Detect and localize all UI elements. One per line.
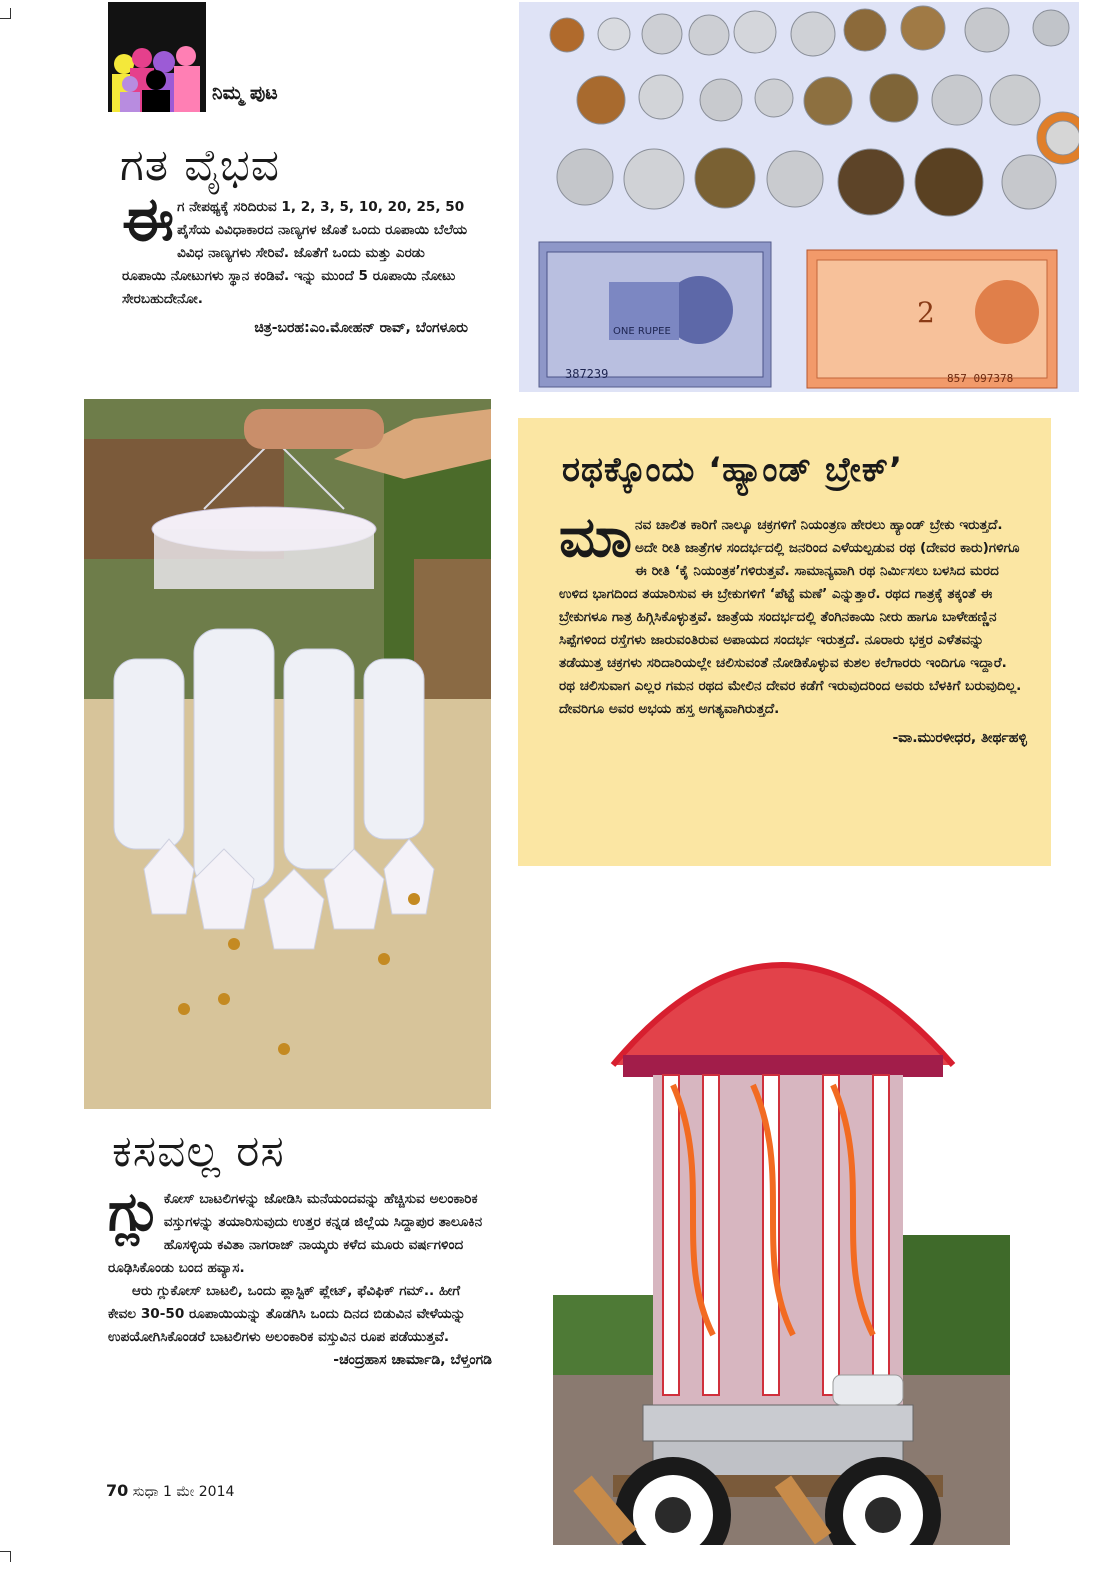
article-title-coins: ಗತ ವೈಭವ <box>120 140 280 191</box>
article-title-bottle-craft: ಕಸವಲ್ಲ ರಸ <box>112 1126 285 1177</box>
crop-mark-top-left <box>0 8 11 19</box>
article-credit: -ವಾ.ಮುರಳೀಧರ, ತೀರ್ಥಹಳ್ಳಿ <box>892 730 1027 746</box>
article-body-coins <box>122 185 468 340</box>
dropcap: ಈ <box>122 185 175 255</box>
article-text: ಗ ನೇಪಥ್ಯಕ್ಕೆ ಸರಿದಿರುವ 1, 2, 3, 5, 10, 20, 25, 50 ಪೈಸೆಯ ವಿವಿಧಾಕಾರದ ನಾಣ್ಯಗಳ ಜೊತೆ ಒಂದು ರೂಪಾಯಿ ಬೆಲೆಯ ವಿವಿಧ ನಾಣ್ಯಗಳು ಸೇರಿವೆ. ಜೊತೆಗೆ ಒಂದು ಮತ್ತು ಎರಡು ರೂಪಾಯಿ ನೋಟುಗಳು ಸ್ಥಾನ ಕಂಡಿವೆ. ಇನ್ನು ಮುಂದೆ 5 ರೂಪಾಯಿ ನೋಟು ಸೇರಬಹುದೇನೋ. <box>122 199 468 307</box>
article-title-chariot-brake: ರಥಕ್ಕೊಂದು ‘ಹ್ಯಾಂಡ್ ಬ್ರೇಕ್’ <box>562 450 904 490</box>
article-text: ಕೋಸ್ ಬಾಟಲಿಗಳನ್ನು ಜೋಡಿಸಿ ಮನೆಯಂದವನ್ನು ಹೆಚ್ಚಿಸುವ ಅಲಂಕಾರಿಕ ವಸ್ತುಗಳನ್ನು ತಯಾರಿಸುವುದು ಉತ್ತರ ಕನ್ನಡ ಜಿಲ್ಲೆಯ ಸಿದ್ದಾಪುರ ತಾಲೂಕಿನ ಹೊಸಳ್ಳಿಯ ಕವಿತಾ ನಾಗರಾಜ್ ನಾಯ್ಕರು ಕಳೆದ ಮೂರು ವರ್ಷಗಳಿಂದ ರೂಢಿಸಿಕೊಂಡು ಬಂದ ಹವ್ಯಾಸ. <box>108 1191 483 1276</box>
section-logo <box>108 2 206 112</box>
dropcap: ಗ್ಲು <box>108 1180 161 1243</box>
note-value: 2 <box>917 296 935 329</box>
photo-bottle-chandelier <box>84 399 491 1109</box>
article-credit: -ಚಂದ್ರಹಾಸ ಚಾರ್ಮಾಡಿ, ಬೆಳ್ತಂಗಡಿ <box>333 1352 492 1368</box>
section-label: ನಿಮ್ಮ ಪುಟ <box>212 82 278 104</box>
article-body-chariot-brake <box>559 505 1027 750</box>
article-text: ನವ ಚಾಲಿತ ಕಾರಿಗೆ ನಾಲ್ಕೂ ಚಕ್ರಗಳಿಗೆ ನಿಯಂತ್ರಣ ಹೇರಲು ಹ್ಯಾಂಡ್ ಬ್ರೇಕು ಇರುತ್ತದೆ. ಅದೇ ರೀತಿ ಜಾತ್ರೆಗಳ ಸಂದರ್ಭದಲ್ಲಿ ಜನರಿಂದ ಎಳೆಯಲ್ಪಡುವ ರಥ (ದೇವರ ಕಾರು)ಗಳಿಗೂ ಈ ರೀತಿ ‘ಕೈ ನಿಯಂತ್ರಕ’ಗಳಿರುತ್ತವೆ. ಸಾಮಾನ್ಯವಾಗಿ ರಥ ನಿರ್ಮಿಸಲು ಬಳಸಿದ ಮರದ ಉಳಿದ ಭಾಗದಿಂದ ತಯಾರಿಸುವ ಈ ಬ್ರೇಕುಗಳಿಗೆ ‘ಪೆಟ್ಟೆ ಮಣೆ’ ಎನ್ನುತ್ತಾರೆ. ರಥದ ಗಾತ್ರಕ್ಕೆ ತಕ್ಕಂತೆ ಈ ಬ್ರೇಕುಗಳೂ ಗಾತ್ರ ಹಿಗ್ಗಿಸಿಕೊಳ್ಳುತ್ತವೆ. ಜಾತ್ರೆಯ ಸಂದರ್ಭದಲ್ಲಿ ತೆಂಗಿನಕಾಯಿ ನೀರು ಹಾಗೂ ಬಾಳೇಹಣ್ಣಿನ ಸಿಪ್ಪೆಗಳಿಂದ ರಸ್ತೆಗಳು ಜಾರುವಂತಿರುವ ಅಪಾಯದ ಸಂದರ್ಭ ಇರುತ್ತದೆ. ನೂರಾರು ಭಕ್ತರ ಎಳೆತವನ್ನು ತಡೆಯುತ್ತ ಚಕ್ರಗಳು ಸರಿದಾರಿಯಲ್ಲೇ ಚಲಿಸುವಂತೆ ನೋಡಿಕೊಳ್ಳುವ ಕುಶಲ ಕಲೆಗಾರರು ಇಂದಿಗೂ ಇದ್ದಾರೆ. ರಥ ಚಲಿಸುವಾಗ ಎಲ್ಲರ ಗಮನ ರಥದ ಮೇಲಿನ ದೇವರ ಕಡೆಗೆ ಇರುವುದರಿಂದ ಅವರು ಬೆಳಕಿಗೆ ಬರುವುದಿಲ್ಲ. ದೇವರಿಗೂ ಅವರ ಅಭಯ ಹಸ್ತ ಅಗತ್ಯವಾಗಿರುತ್ತದೆ. <box>559 517 1022 717</box>
article-body-bottle-craft <box>108 1180 492 1372</box>
note-serial: 857 097378 <box>947 372 1014 385</box>
issue-date: 1 ಮೇ 2014 <box>163 1484 235 1500</box>
crop-mark-bottom-left <box>0 1551 11 1562</box>
note-label: ONE RUPEE <box>613 326 671 337</box>
page-footer <box>106 1481 234 1500</box>
article-text: ಆರು ಗ್ಲುಕೋಸ್ ಬಾಟಲಿ, ಒಂದು ಪ್ಲಾಸ್ಟಿಕ್ ಪ್ಲೇಟ್, ಫೆವಿಫಿಕ್ ಗಮ್.. ಹೀಗೆ ಕೇವಲ 30-50 ರೂಪಾಯಿಯನ್ನು ತೊಡಗಿಸಿ ಒಂದು ದಿನದ ಬಿಡುವಿನ ವೇಳೆಯನ್ನು ಉಪಯೋಗಿಸಿಕೊಂಡರೆ ಬಾಟಲಿಗಳು ಅಲಂಕಾರಿಕ ವಸ್ತುವಿನ ರೂಪ ಪಡೆಯುತ್ತವೆ. <box>108 1283 466 1345</box>
photo-decorated-chariot <box>553 875 1010 1545</box>
page-number: 70 <box>106 1481 129 1500</box>
dropcap: ಮಾ <box>559 505 633 570</box>
photo-coins-and-notes <box>519 2 1079 392</box>
note-serial: 387239 <box>565 367 609 381</box>
magazine-name: ಸುಧಾ <box>132 1484 159 1500</box>
article-credit: ಚಿತ್ರ-ಬರಹ:ಎಂ.ಮೋಹನ್ ರಾವ್, ಬೆಂಗಳೂರು <box>254 320 468 336</box>
